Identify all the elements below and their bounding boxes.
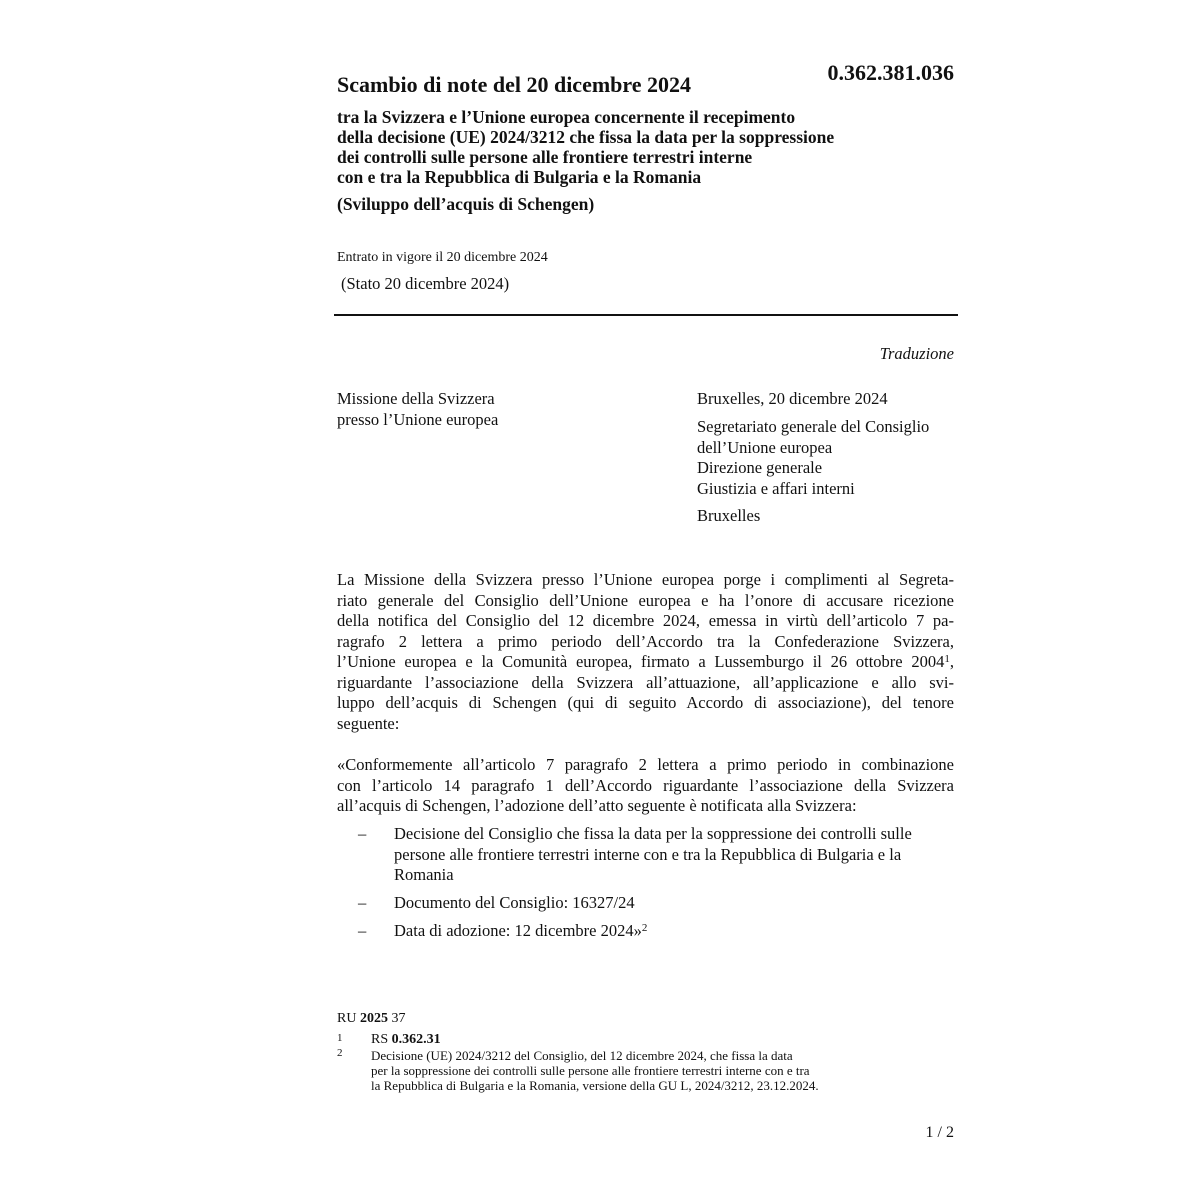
ru-reference bbox=[337, 1011, 405, 1027]
recipient-line: dell’Unione europea bbox=[697, 437, 833, 457]
paragraph-line: riato generale del Consiglio dell’Unione europea e ha l’onore di accusare ricezione bbox=[337, 590, 954, 610]
paragraph-line: con l’articolo 14 paragrafo 1 dell’Accordo riguardante l’associazione della Svizzera bbox=[337, 775, 954, 795]
schengen-note: (Sviluppo dell’acquis di Schengen) bbox=[337, 194, 595, 214]
footnote-line: la Repubblica di Bulgaria e la Romania, versione della GU L, 2024/3212, 23.12.2024. bbox=[371, 1078, 819, 1093]
recipient-line: Direzione generale bbox=[697, 458, 823, 477]
paragraph-line: all’acquis di Schengen, l’adozione dell’atto seguente è notificata alla Svizzera: bbox=[337, 796, 857, 815]
paragraph-notification bbox=[337, 755, 954, 817]
page-number: 1 / 2 bbox=[925, 1124, 954, 1141]
header-divider bbox=[334, 314, 958, 316]
footnote-ref-2[interactable]: 2 bbox=[641, 922, 648, 934]
translation-label: Traduzione bbox=[879, 344, 954, 363]
footnote-ref-suffix: , bbox=[949, 652, 954, 671]
paragraph-line: riguardante l’associazione della Svizzera all’attuazione, all’applicazione e allo svi- bbox=[337, 672, 954, 692]
footnote-line: per la soppressione dei controlli sulle persone alle frontiere terrestri interne con e tra bbox=[371, 1063, 810, 1078]
sender-block bbox=[337, 389, 498, 430]
list-dash: – bbox=[358, 921, 367, 940]
subtitle-line: con e tra la Repubblica di Bulgaria e la Romania bbox=[337, 167, 702, 187]
list-item-line: Decisione del Consiglio che fissa la data per la soppressione dei controlli sulle bbox=[394, 824, 912, 843]
paragraph-line: ragrafo 2 lettera a primo periodo dell’Accordo tra la Confederazione Svizzera, bbox=[337, 631, 954, 651]
list-item-line: persone alle frontiere terrestri interne con e tra la Repubblica di Bulgaria e la bbox=[394, 844, 902, 864]
paragraph-line-text: l’Unione europea e la Comunità europea, firmato a Lussemburgo il 26 ottobre 2004 bbox=[337, 652, 945, 671]
document-title: Scambio di note del 20 dicembre 2024 bbox=[337, 72, 692, 97]
list-dash: – bbox=[358, 893, 367, 912]
place-date: Bruxelles, 20 dicembre 2024 bbox=[697, 389, 888, 408]
recipient-line: Segretariato generale del Consiglio bbox=[697, 417, 930, 436]
footnote-prefix: RS bbox=[371, 1032, 389, 1047]
subtitle-line: dei controlli sulle persone alle frontiere terrestri interne bbox=[337, 147, 753, 167]
sr-number: 0.362.381.036 bbox=[827, 60, 954, 85]
subtitle-line: tra la Svizzera e l’Unione europea concernente il recepimento bbox=[337, 107, 796, 127]
footnote-number: 2 bbox=[337, 1047, 343, 1059]
paragraph-line: della notifica del Consiglio del 12 dicembre 2024, emessa in virtù dell’articolo 7 pa- bbox=[337, 611, 954, 630]
list-item-line: Documento del Consiglio: 16327/24 bbox=[394, 893, 635, 912]
list-item-line: Data di adozione: 12 dicembre 2024» bbox=[394, 921, 642, 940]
recipient-block bbox=[697, 417, 929, 499]
subtitle-line: della decisione (UE) 2024/3212 che fissa la data per la soppressione bbox=[337, 127, 835, 147]
paragraph-line bbox=[337, 652, 954, 673]
ru-year: 2025 bbox=[359, 1011, 388, 1026]
sender-line: presso l’Unione europea bbox=[337, 409, 499, 429]
list-item-line: Romania bbox=[394, 865, 454, 884]
paragraph-line: «Conformemente all’articolo 7 paragrafo 2 lettera a primo periodo in combinazione bbox=[337, 755, 954, 774]
document-subtitle bbox=[337, 107, 834, 187]
entry-into-force: Entrato in vigore il 20 dicembre 2024 bbox=[337, 250, 548, 265]
ru-prefix: RU bbox=[337, 1011, 357, 1026]
status-date: (Stato 20 dicembre 2024) bbox=[341, 274, 510, 293]
recipient-line: Giustizia e affari interni bbox=[697, 478, 855, 498]
paragraph-line: La Missione della Svizzera presso l’Unione europea porge i complimenti al Segreta- bbox=[337, 570, 954, 589]
ru-page: 37 bbox=[391, 1011, 406, 1026]
list-dash: – bbox=[358, 824, 367, 843]
footnote-number: 1 bbox=[337, 1032, 343, 1044]
footnote-ref-1[interactable]: 1 bbox=[944, 653, 950, 665]
paragraph-acknowledgement bbox=[337, 570, 954, 734]
sender-line: Missione della Svizzera bbox=[337, 389, 495, 408]
recipient-city: Bruxelles bbox=[697, 506, 761, 525]
footnote-line: Decisione (UE) 2024/3212 del Consiglio, del 12 dicembre 2024, che fissa la data bbox=[371, 1048, 793, 1063]
footnote-sr-link[interactable]: 0.362.31 bbox=[391, 1032, 441, 1047]
paragraph-line: luppo dell’acquis di Schengen (qui di seguito Accordo di associazione), del tenore bbox=[337, 693, 954, 712]
paragraph-line: seguente: bbox=[337, 713, 400, 733]
